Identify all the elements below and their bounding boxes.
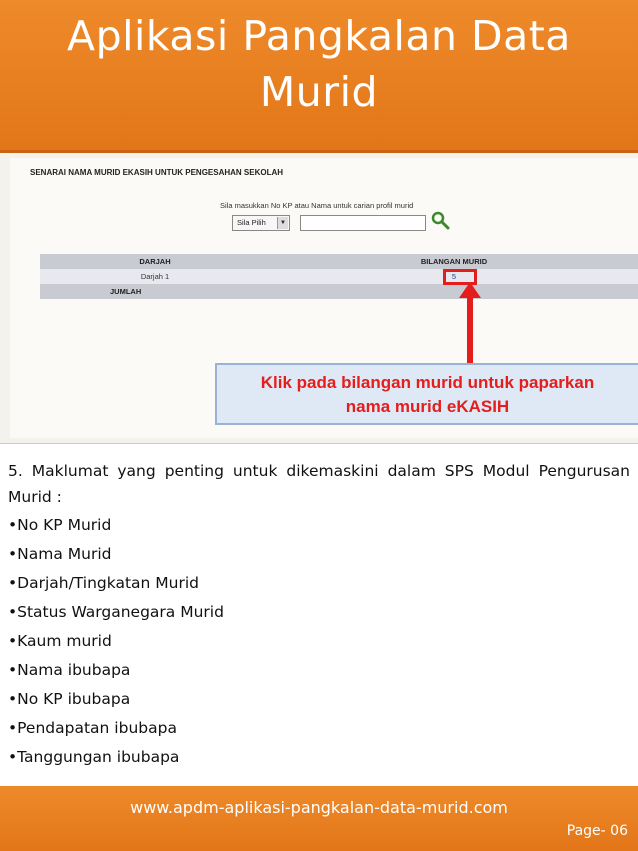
table-footer xyxy=(40,284,638,299)
column-header-darjah: DARJAH xyxy=(139,257,171,266)
chevron-down-icon: ▼ xyxy=(277,217,288,229)
cell-darjah: Darjah 1 xyxy=(140,272,170,281)
list-item: •No KP ibubapa xyxy=(8,690,131,708)
search-hint: Sila masukkan No KP atau Nama untuk carian profil murid xyxy=(220,201,414,210)
list-item: •Nama ibubapa xyxy=(8,661,131,679)
list-item: •Kaum murid xyxy=(8,632,112,650)
list-item: •No KP Murid xyxy=(8,516,112,534)
list-item: •Nama Murid xyxy=(8,545,112,563)
instruction-callout xyxy=(215,363,638,425)
list-item: •Pendapatan ibubapa xyxy=(8,719,177,737)
student-count-table xyxy=(40,254,638,299)
screenshot-heading: SENARAI NAMA MURID EKASIH UNTUK PENGESAHAN SEKOLAH xyxy=(30,168,284,177)
bullet-list xyxy=(8,511,630,772)
search-type-select-value: Sila Pilih xyxy=(237,218,266,227)
list-item: •Tanggungan ibubapa xyxy=(8,748,180,766)
footer-total xyxy=(270,284,638,299)
callout-line-2: nama murid eKASIH xyxy=(345,397,510,416)
search-icon[interactable] xyxy=(430,210,450,230)
footer-label-jumlah: JUMLAH xyxy=(110,287,142,296)
page-number: Page- 06 xyxy=(566,823,628,839)
table-row xyxy=(40,269,638,284)
embedded-screenshot xyxy=(0,153,638,444)
list-item: •Status Warganegara Murid xyxy=(8,603,224,621)
list-item: •Darjah/Tingkatan Murid xyxy=(8,574,200,592)
footer-banner xyxy=(0,786,638,851)
footer-url: www.apdm-aplikasi-pangkalan-data-murid.com xyxy=(130,798,508,817)
search-input[interactable] xyxy=(300,215,426,231)
content-section xyxy=(8,458,630,772)
table-header xyxy=(40,254,638,269)
page-title-line-2: Murid xyxy=(259,68,379,116)
page-title xyxy=(20,8,618,120)
intro-paragraph: 5. Maklumat yang penting untuk dikemaskini dalam SPS Modul Pengurusan Murid : xyxy=(8,462,630,506)
column-header-bilangan: BILANGAN MURID xyxy=(420,257,488,266)
screenshot-panel xyxy=(10,158,638,438)
search-type-select[interactable] xyxy=(232,215,290,231)
callout-line-1: Klik pada bilangan murid untuk paparkan xyxy=(260,373,595,392)
student-count-link[interactable]: 5 xyxy=(451,272,457,281)
title-banner xyxy=(0,0,638,153)
page-title-line-1: Aplikasi Pangkalan Data xyxy=(67,12,571,60)
